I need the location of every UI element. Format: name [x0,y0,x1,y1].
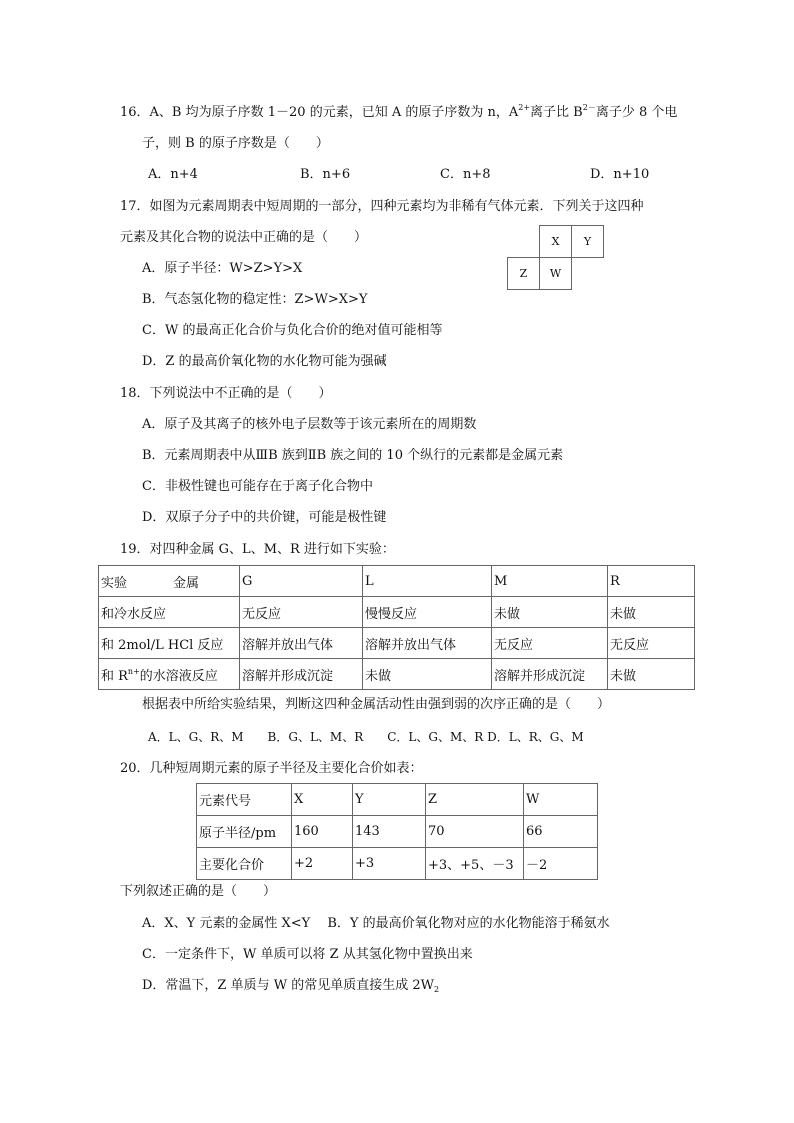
table-row-label: 主要化合价 [197,848,292,880]
grid-cell-w: W [540,258,572,290]
table-row-label: 和 $R^{n+}$的水溶液反应 [99,659,240,690]
table-cell: 无反应 [492,628,608,659]
grid-empty-cell [508,226,540,258]
table-cell: 未做 [492,597,608,628]
table-cell: 未做 [608,597,695,628]
table-cell: +2 [292,848,353,880]
table-cell: 70 [426,816,524,848]
table-header-cell: Z [426,784,524,816]
table-header-cell: X [292,784,353,816]
periodic-table-fragment [507,225,604,290]
q16-option-c: C．n+8 [440,167,491,182]
table-cell: 未做 [363,659,492,690]
q20-question: 下列叙述正确的是（ ） [120,884,277,899]
q18-stem: 18．下列说法中不正确的是（ ） [120,386,332,401]
q18-option-a: A．原子及其离子的核外电子层数等于该元素所在的周期数 [142,417,477,432]
q16-stem: 16．A、B 均为原子序数 1－20 的元素，已知 A 的原子序数为 n，$A^{2+}$离子比 $B^{2-}$离子少 8 个电 [120,103,678,120]
table-row [99,659,695,690]
table-row [197,816,598,848]
table-header-cell: 实验 金属 [99,566,240,597]
q17-stem: 17．如图为元素周期表中短周期的一部分，四种元素均为非稀有气体元素．下列关于这四种 [120,199,644,214]
q17-option-c: C．W 的最高正化合价与负化合价的绝对值可能相等 [142,323,443,338]
table-cell: 慢慢反应 [363,597,492,628]
table-header-cell: 元素代号 [197,784,292,816]
table-cell: +3、+5、－3 [426,848,524,880]
q17-option-a: A．原子半径：W>Z>Y>X [142,261,303,276]
table-cell: 未做 [608,659,695,690]
q19-question: 根据表中所给实验结果，判断这四种金属活动性由强到弱的次序正确的是（ ） [142,697,611,712]
q19-stem: 19．对四种金属 G、L、M、R 进行如下实验： [120,542,395,557]
q20-stem: 20．几种短周期元素的原子半径及主要化合价如表： [120,761,423,776]
table-cell: －2 [524,848,598,880]
q17-option-d: D．Z 的最高价氧化物的水化物可能为强碱 [142,354,387,369]
q18-option-d: D．双原子分子中的共价键，可能是极性键 [142,510,387,525]
table-row-label: 原子半径/pm [197,816,292,848]
table-cell: 溶解并形成沉淀 [240,659,363,690]
q19-experiment-table [98,565,695,690]
table-row [197,848,598,880]
grid-cell-z: Z [508,258,540,290]
table-cell: 无反应 [608,628,695,659]
q16-stem-line2: 子，则 B 的原子序数是（ ） [142,136,329,151]
grid-cell-y: Y [572,226,604,258]
table-row [99,628,695,659]
table-cell: 溶解并放出气体 [363,628,492,659]
grid-empty-cell [572,258,604,290]
q18-option-c: C．非极性键也可能存在于离子化合物中 [142,479,373,494]
q20-option-d: D．常温下，Z 单质与 W 的常见单质直接生成 $2W_2$ [142,978,440,994]
table-header-cell: L [363,566,492,597]
q20-element-table [196,783,598,880]
q17-option-b: B．气态氢化物的稳定性：Z>W>X>Y [142,292,368,307]
q18-option-b: B．元素周期表中从ⅢB 族到ⅡB 族之间的 10 个纵行的元素都是金属元素 [142,448,564,463]
table-row [99,597,695,628]
q20-option-ab: A．X、Y 元素的金属性 X<Y B．Y 的最高价氧化物对应的水化物能溶于稀氨水 [142,916,610,931]
table-cell: 66 [524,816,598,848]
table-header-cell: W [524,784,598,816]
table-cell: 143 [353,816,426,848]
table-header-cell: Y [353,784,426,816]
table-cell: 溶解并放出气体 [240,628,363,659]
table-row-label: 和 2mol/L HCl 反应 [99,628,240,659]
q16-option-b: B．n+6 [300,167,351,182]
q20-option-c: C．一定条件下，W 单质可以将 Z 从其氢化物中置换出来 [142,947,473,962]
q16-option-d: D．n+10 [590,167,650,182]
table-cell: +3 [353,848,426,880]
table-row [197,784,598,816]
grid-cell-x: X [540,226,572,258]
table-cell: 溶解并形成沉淀 [492,659,608,690]
table-cell: 160 [292,816,353,848]
table-row-label: 和冷水反应 [99,597,240,628]
table-cell: 无反应 [240,597,363,628]
q16-option-a: A．n+4 [148,167,198,182]
table-header-cell: M [492,566,608,597]
q19-options: A．L、G、R、M B．G、L、M、R C．L、G、M、R D．L、R、G、M [148,730,584,744]
table-header-cell: G [240,566,363,597]
table-header-cell: R [608,566,695,597]
q17-stem-line2: 元素及其化合物的说法中正确的是（ ） [120,230,368,245]
